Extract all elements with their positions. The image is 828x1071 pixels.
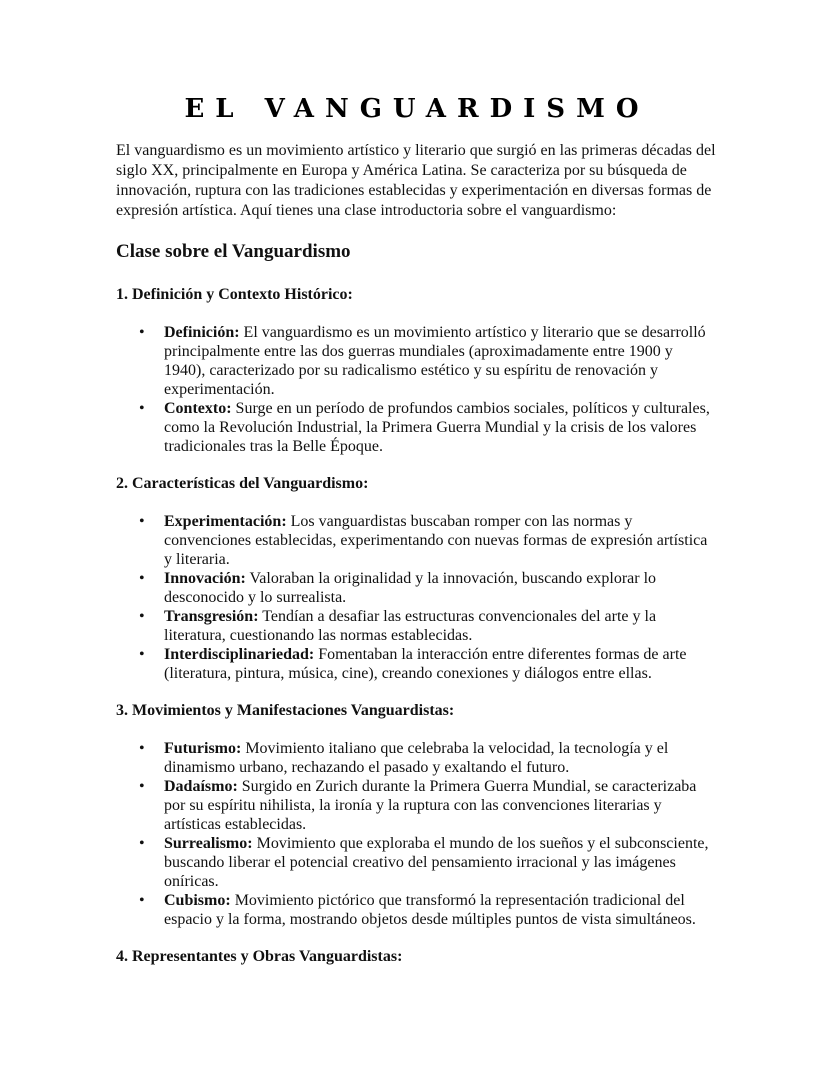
bullet-icon: • <box>139 608 145 625</box>
list-item <box>139 739 718 777</box>
bullet-icon: • <box>139 513 145 530</box>
section-heading: 3. Movimientos y Manifestaciones Vanguardistas: <box>116 702 455 719</box>
bullet-icon: • <box>139 324 145 341</box>
list-item <box>139 891 718 929</box>
list-item <box>139 323 718 399</box>
list-item <box>139 645 718 683</box>
list-item-text: Fomentaban la interacción entre diferentes formas de arte (literatura, pintura, música, cine), creando conexiones y diálogos entre ellas. <box>164 646 687 682</box>
list-item-text: El vanguardismo es un movimiento artístico y literario que se desarrolló principalmente entre las dos guerras mundiales (aproximadamente entre 1900 y 1940), caracterizado por su radicalismo estético y su espíritu de renovación y experimentación. <box>164 324 706 398</box>
list-item <box>139 512 718 569</box>
list-item <box>139 569 718 607</box>
intro-paragraph: El vanguardismo es un movimiento artístico y literario que surgió en las primeras décadas del siglo XX, principalmente en Europa y América Latina. Se caracteriza por su búsqueda de innovación, ruptura con las tradiciones establecidas y experimentación en diversas formas de expresión artística. Aquí tienes una clase introductoria sobre el vanguardismo: <box>116 142 716 219</box>
list-item-term: Experimentación: <box>164 513 287 530</box>
list-item-term: Innovación: <box>164 570 246 587</box>
list-item-term: Futurismo: <box>164 740 242 757</box>
bullet-icon: • <box>139 778 145 795</box>
list-item-term: Dadaísmo: <box>164 778 238 795</box>
list-item-text: Movimiento que exploraba el mundo de los sueños y el subconsciente, buscando liberar el potencial creativo del pensamiento irracional y las imágenes oníricas. <box>164 835 709 890</box>
bullet-icon: • <box>139 740 145 757</box>
bullet-icon: • <box>139 400 145 417</box>
list-item <box>139 399 718 456</box>
bullet-list <box>116 739 718 929</box>
list-item-term: Interdisciplinariedad: <box>164 646 315 663</box>
list-item-text: Movimiento italiano que celebraba la velocidad, la tecnología y el dinamismo urbano, rechazando el pasado y exaltando el futuro. <box>164 740 669 776</box>
class-title: Clase sobre el Vanguardismo <box>116 241 351 262</box>
bullet-list <box>116 323 718 456</box>
document-title: EL VANGUARDISMO <box>184 94 650 124</box>
bullet-list <box>116 512 718 683</box>
list-item-text: Valoraban la originalidad y la innovación, buscando explorar lo desconocido y lo surrealista. <box>164 570 657 606</box>
list-item <box>139 607 718 645</box>
list-item-text: Movimiento pictórico que transformó la representación tradicional del espacio y la forma, mostrando objetos desde múltiples puntos de vista simultáneos. <box>164 892 696 928</box>
list-item-term: Definición: <box>164 324 240 341</box>
section-heading: 2. Características del Vanguardismo: <box>116 475 369 492</box>
bullet-icon: • <box>139 892 145 909</box>
list-item-term: Surrealismo: <box>164 835 253 852</box>
section-heading: 1. Definición y Contexto Histórico: <box>116 286 353 303</box>
list-item-text: Surgido en Zurich durante la Primera Guerra Mundial, se caracterizaba por su espíritu nihilista, la ironía y la ruptura con las convenciones literarias y artísticas establecidas. <box>164 778 697 833</box>
bullet-icon: • <box>139 646 145 663</box>
list-item-term: Transgresión: <box>164 608 259 625</box>
list-item-text: Surge en un período de profundos cambios sociales, políticos y culturales, como la Revolución Industrial, la Primera Guerra Mundial y la crisis de los valores tradicionales tras la Belle Époque. <box>164 400 710 455</box>
bullet-icon: • <box>139 570 145 587</box>
list-item-text: Tendían a desafiar las estructuras convencionales del arte y la literatura, cuestionando las normas establecidas. <box>164 608 657 644</box>
list-item-term: Contexto: <box>164 400 232 417</box>
list-item <box>139 834 718 891</box>
list-item <box>139 777 718 834</box>
list-item-term: Cubismo: <box>164 892 231 909</box>
bullet-icon: • <box>139 835 145 852</box>
section-heading: 4. Representantes y Obras Vanguardistas: <box>116 948 403 965</box>
list-item-text: Los vanguardistas buscaban romper con las normas y convenciones establecidas, experimentando con nuevas formas de expresión artística y literaria. <box>164 513 708 568</box>
